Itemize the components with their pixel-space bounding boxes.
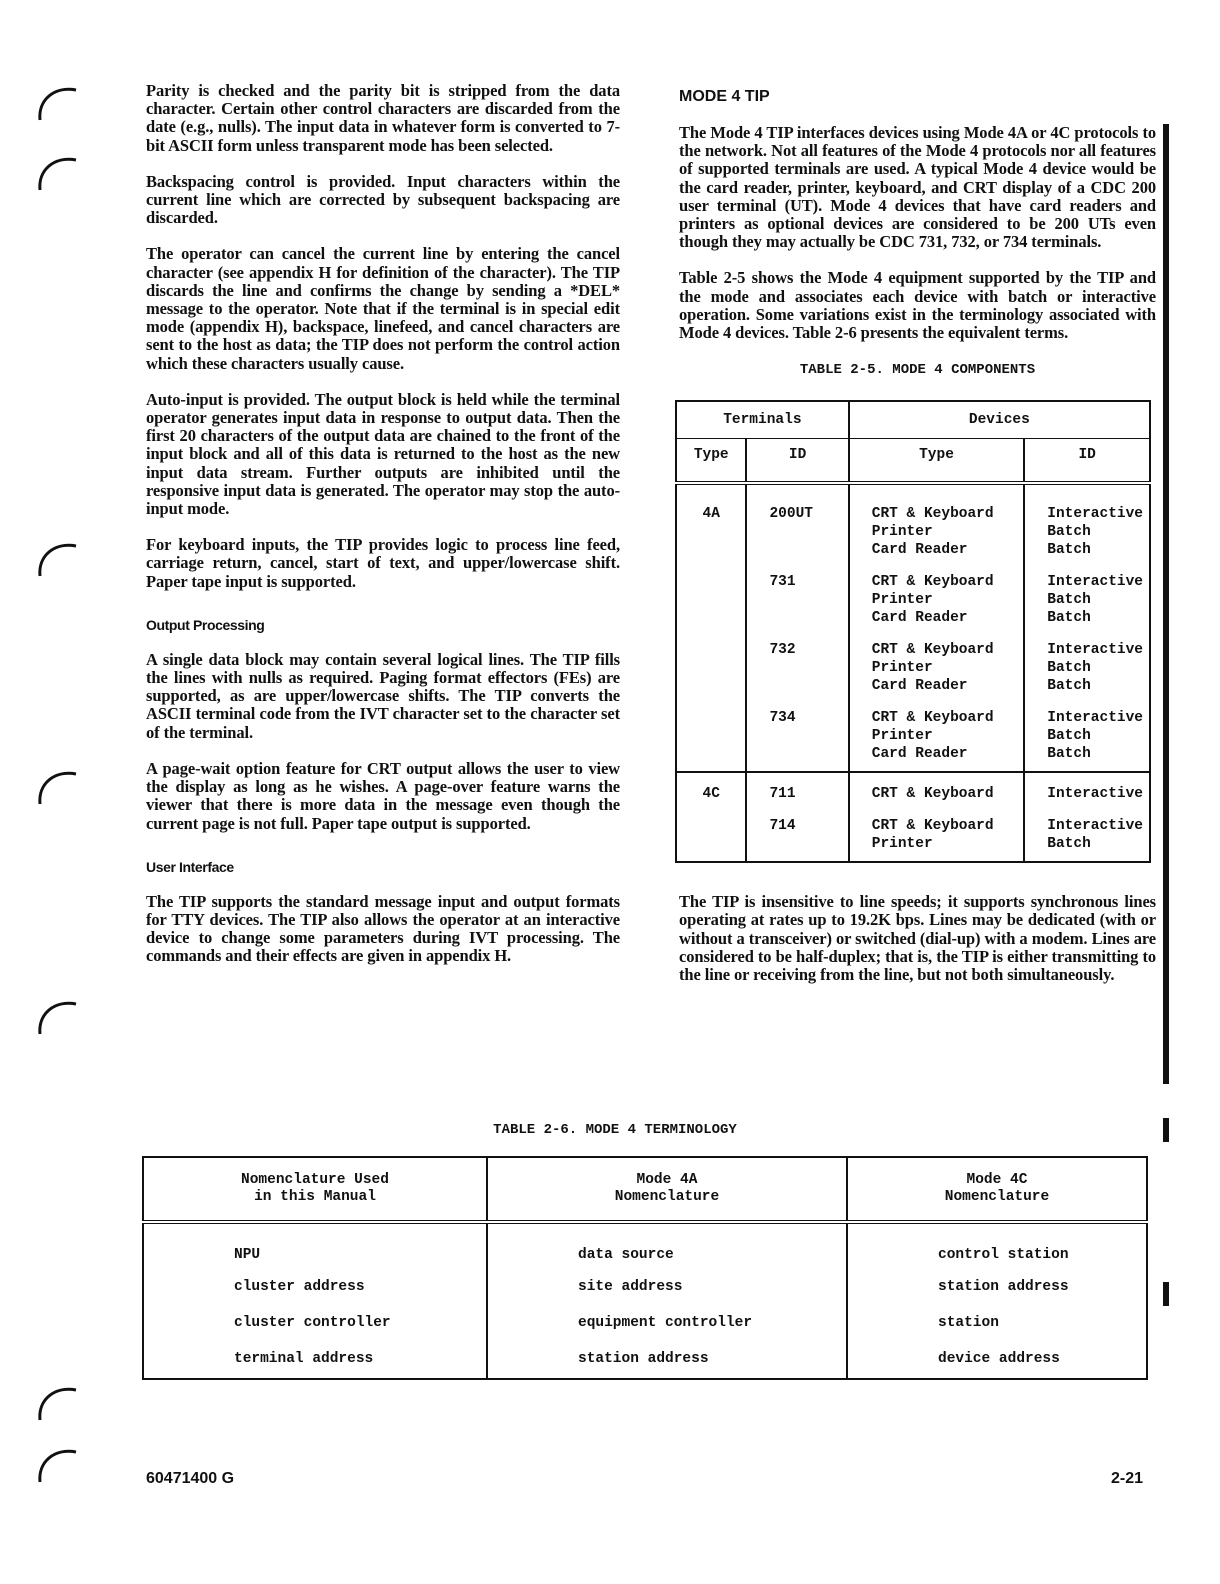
table-row [143, 1278, 1147, 1314]
table-row [676, 803, 1150, 862]
cell-device-id: Batch [1047, 524, 1091, 541]
heading-user-interface: User Interface [146, 858, 234, 875]
cell-device-type: Printer [871, 524, 933, 541]
binder-hole-icon [32, 536, 80, 584]
cell-device-type: Card Reader [871, 542, 968, 559]
cell-device-id: Batch [1047, 678, 1091, 695]
binder-hole-icon [32, 150, 80, 198]
cell-device-type: Printer [871, 836, 933, 853]
cell-mode-4c-term: station [847, 1314, 1147, 1350]
paragraph-parity: Parity is checked and the parity bit is stripped from the data character. Certain other control characters are discarded from the date (e.g., nulls). The input data in whatever form is converted to 7-bit ASCII form unless transparent mode has been selected. [146, 81, 620, 155]
cell-device-id: Interactive [1047, 506, 1143, 523]
cell-id: 714 [746, 803, 848, 862]
paragraph-line-speeds: The TIP is insensitive to line speeds; it supports synchronous lines operating at rates up to 19.2K bps. Lines may be dedicated (with or without a transceiver) or switched (dial-up) with a modem. Lines are considered to be half-duplex; that is, the TIP is either transmitting to the line or receiving from the line, but not both simultaneously. [679, 892, 1156, 985]
cell-device-id: Batch [1047, 610, 1091, 627]
cell-manual-term: cluster address [143, 1278, 487, 1314]
cell-mode-4c-term: control station [847, 1222, 1147, 1278]
cell-manual-term: cluster controller [143, 1314, 487, 1350]
cell-device-type: Card Reader [871, 746, 968, 763]
column-header-device-type: Type [849, 439, 1025, 484]
paragraph-data-block: A single data block may contain several logical lines. The TIP fills the lines with nulls as required. Paging format effectors (FEs) are supported, as are upper/lowercase shifts. The TIP converts the ASCII terminal code from the IVT character set to the character set of the terminal. [146, 649, 620, 742]
cell-device-id: Interactive [1047, 710, 1143, 727]
document-number: 60471400 G [146, 1470, 235, 1487]
cell-device-type: Printer [871, 592, 933, 609]
cell-manual-term: terminal address [143, 1350, 487, 1379]
binder-hole-icon [32, 1380, 80, 1428]
cell-device-type: CRT & Keyboard [871, 506, 994, 523]
heading-output-processing: Output Processing [146, 616, 265, 633]
column-header-mode-4c [847, 1157, 1147, 1222]
table-row [676, 627, 1150, 695]
cell-device-id: Batch [1047, 746, 1091, 763]
cell-device-type: CRT & Keyboard [871, 642, 994, 659]
cell-mode-4a-term: data source [487, 1222, 847, 1278]
cell-mode-4a-term: station address [487, 1350, 847, 1379]
cell-type: 4A [676, 483, 746, 772]
column-group-terminals: Terminals [676, 401, 849, 439]
cell-device-id: Batch [1047, 836, 1091, 853]
binder-hole-icon [32, 994, 80, 1042]
cell-manual-term: NPU [143, 1222, 487, 1278]
heading-mode-4-tip: MODE 4 TIP [679, 88, 770, 105]
table-row [143, 1350, 1147, 1379]
binder-hole-icon [32, 80, 80, 128]
column-header-manual-nomenclature [143, 1157, 487, 1222]
column-header-mode-4a [487, 1157, 847, 1222]
cell-device-id: Interactive [1047, 642, 1143, 659]
cell-device-type: CRT & Keyboard [871, 786, 994, 803]
binder-hole-icon [32, 1442, 80, 1490]
cell-id: 734 [746, 695, 848, 772]
cell-mode-4c-term: station address [847, 1278, 1147, 1314]
header-line: Nomenclature [614, 1189, 720, 1205]
cell-device-type: CRT & Keyboard [871, 818, 994, 835]
paragraph-auto-input: Auto-input is provided. The output block is held while the terminal operator generates input data in response to output data. Then the first 20 characters of the output data are chained to the front of the input block and all of this data is returned to the host as the new input data stream. Further outputs are inhibited until the responsive input data is generated. The operator may stop the auto-input mode. [146, 389, 620, 519]
header-line: Nomenclature [944, 1189, 1050, 1205]
cell-mode-4a-term: equipment controller [487, 1314, 847, 1350]
cell-device-id: Interactive [1047, 818, 1143, 835]
table-row [676, 483, 1150, 559]
paragraph-cancel: The operator can cancel the current line by entering the cancel character (see appendix H for definition of the character). The TIP discards the line and confirms the change by sending a *DEL* message to the operator. Note that if the terminal is in special edit mode (appendix H), backspace, linefeed, and cancel characters are sent to the host as data; the TIP does not perform the control action which these characters usually cause. [146, 244, 620, 373]
table-row [143, 1314, 1147, 1350]
header-line: Mode 4A [636, 1172, 698, 1188]
cell-device-type: Card Reader [871, 610, 968, 627]
column-header-device-id: ID [1024, 439, 1150, 484]
paragraph-user-interface: The TIP supports the standard message input and output formats for TTY devices. The TIP also allows the operator at an interactive device to change some parameters during IVT processing. The commands and their effects are given in appendix H. [146, 891, 620, 966]
table-mode-4-terminology [142, 1156, 1148, 1380]
cell-device-id: Batch [1047, 728, 1091, 745]
table-mode-4-components [675, 400, 1151, 863]
paragraph-table-reference: Table 2-5 shows the Mode 4 equipment supported by the TIP and the mode and associates each device with batch or interactive operation. Some variations exist in the terminology associated with Mode 4 devices. Table 2-6 presents the equivalent terms. [679, 268, 1156, 343]
table-row [143, 1222, 1147, 1278]
cell-device-id: Interactive [1047, 786, 1143, 803]
table-2-6-block [142, 1122, 1148, 1380]
change-bar [1163, 1282, 1169, 1306]
paragraph-keyboard-inputs: For keyboard inputs, the TIP provides logic to process line feed, carriage return, cancel, start of text, and upper/lowercase shift. Paper tape input is supported. [146, 535, 620, 591]
paragraph-backspacing: Backspacing control is provided. Input characters within the current line which are corrected by subsequent backspacing are discarded. [146, 171, 620, 228]
cell-device-type: Printer [871, 660, 933, 677]
cell-device-id: Batch [1047, 592, 1091, 609]
change-bar [1163, 124, 1169, 1084]
column-header-terminal-type: Type [676, 439, 746, 484]
cell-device-type: CRT & Keyboard [871, 574, 994, 591]
cell-id: 731 [746, 559, 848, 627]
right-column [679, 88, 1156, 1002]
table-2-5-caption: TABLE 2-5. MODE 4 COMPONENTS [799, 362, 1036, 379]
cell-device-id: Batch [1047, 660, 1091, 677]
cell-id: 711 [746, 772, 848, 803]
header-line: Mode 4C [966, 1172, 1028, 1188]
header-line: Nomenclature Used [241, 1172, 389, 1188]
cell-id: 732 [746, 627, 848, 695]
table-row [676, 695, 1150, 772]
left-column [146, 82, 620, 984]
cell-device-id: Interactive [1047, 574, 1143, 591]
column-header-terminal-id: ID [746, 439, 848, 484]
table-row [676, 559, 1150, 627]
column-group-devices: Devices [849, 401, 1150, 439]
page-number: 2-21 [1110, 1470, 1143, 1487]
cell-mode-4c-term: device address [847, 1350, 1147, 1379]
paragraph-mode-4-intro: The Mode 4 TIP interfaces devices using Mode 4A or 4C protocols to the network. Not all features of the Mode 4 protocols nor all features of supported terminals are used. A typical Mode 4 device would be the card reader, printer, keyboard, and CRT display of a CDC 200 user terminal (UT). Mode 4 devices that have card readers and printers as optional devices are considered to be 200 UTs even though they may actually be CDC 731, 732, or 734 terminals. [679, 123, 1156, 252]
cell-device-type: Card Reader [871, 678, 968, 695]
change-bar [1163, 1118, 1169, 1142]
header-line: in this Manual [254, 1189, 376, 1205]
cell-device-id: Batch [1047, 542, 1091, 559]
table-2-6-caption: TABLE 2-6. MODE 4 TERMINOLOGY [493, 1122, 737, 1138]
cell-device-type: CRT & Keyboard [871, 710, 994, 727]
cell-mode-4a-term: site address [487, 1278, 847, 1314]
paragraph-page-wait: A page-wait option feature for CRT output allows the user to view the display as long as he wishes. A page-over feature warns the viewer that there is more data in the message even though the current page is not full. Paper tape output is supported. [146, 758, 620, 833]
cell-type: 4C [676, 772, 746, 862]
cell-device-type: Printer [871, 728, 933, 745]
binder-hole-icon [32, 764, 80, 812]
cell-id: 200UT [746, 483, 848, 559]
table-row [676, 772, 1150, 803]
